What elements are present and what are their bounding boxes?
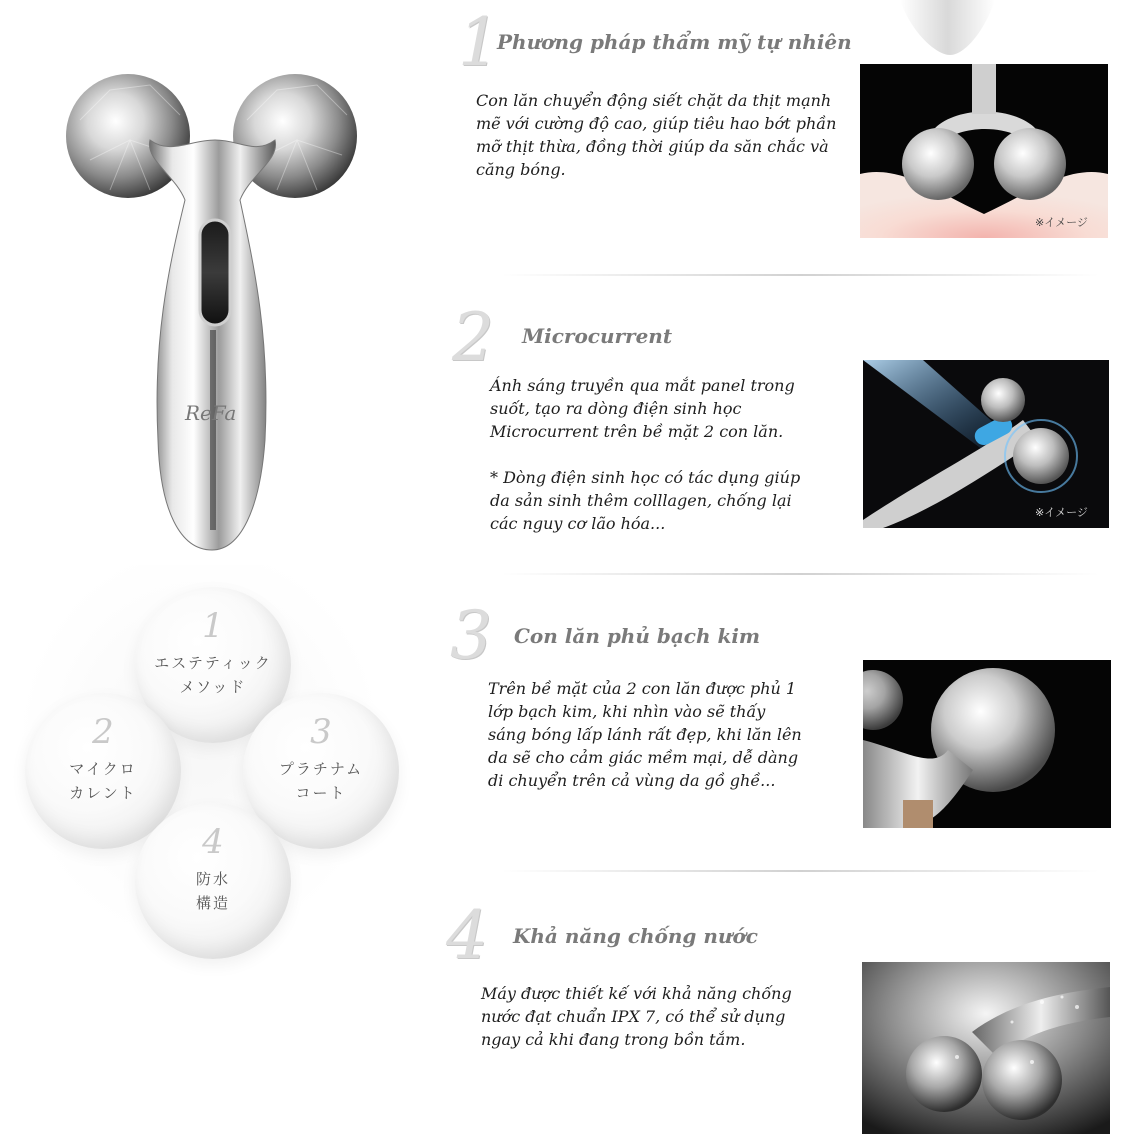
feature-photo-4 <box>862 962 1110 1134</box>
feature-photo-2 <box>863 360 1109 528</box>
feature-number: 2 <box>452 299 494 376</box>
bubble-number: 3 <box>310 712 332 752</box>
bubble-label: マイクロ カレント <box>69 760 137 802</box>
solar-panel <box>200 220 230 325</box>
bubble-label: エステティック メソッド <box>154 654 272 696</box>
image-caption: ※イメージ <box>1035 506 1088 519</box>
feature-title: Microcurrent <box>522 324 673 348</box>
section-divider <box>500 870 1100 872</box>
section-divider <box>500 274 1100 276</box>
feature-title: Con lăn phủ bạch kim <box>514 624 761 648</box>
bubble-4 <box>135 803 291 959</box>
product-logo: ReFa <box>185 401 237 425</box>
feature-photo-3 <box>863 660 1111 828</box>
feature-number: 1 <box>458 4 500 81</box>
bubble-number: 2 <box>92 712 114 752</box>
section-divider <box>500 573 1100 575</box>
feature-number: 3 <box>450 597 492 674</box>
feature-title: Phương pháp thẩm mỹ tự nhiên <box>497 30 852 54</box>
bubble-label: 防水 構造 <box>195 870 230 912</box>
feature-description: Trên bề mặt của 2 con lăn được phủ 1 lớp bạch kim, khi nhìn vào sẽ thấy sáng bóng lấp lánh rất đẹp, khi lăn lên da sẽ cho cảm giác mềm mại, dễ dàng di chuyển trên cả vùng da gồ ghề... <box>488 679 802 790</box>
feature-title: Khả năng chống nước <box>513 924 758 948</box>
image-caption: ※イメージ <box>1035 216 1088 229</box>
feature-number: 4 <box>446 897 488 974</box>
feature-description: Ánh sáng truyền qua mắt panel trong suốt, tạo ra dòng điện sinh học Microcurrent trên bề mặt 2 con lăn. * Dòng điện sinh học có tác dụng giúp da sản sinh thêm colllagen, chống lại các nguy cơ lão hóa... <box>490 376 801 533</box>
bubble-number: 1 <box>202 606 224 646</box>
product-roller-image <box>40 40 400 560</box>
feature-photo-1 <box>860 64 1108 238</box>
feature-description: Con lăn chuyển động siết chặt da thịt mạnh mẽ với cường độ cao, giúp tiêu hao bớt phần mỡ thịt thừa, đồng thời giúp da săn chắc và căng bóng. <box>476 91 837 179</box>
bubble-label: プラチナム コート <box>278 760 364 802</box>
bubble-number: 4 <box>202 822 224 862</box>
feature-description: Máy được thiết kế với khả năng chống nước đạt chuẩn IPX 7, có thể sử dụng ngay cả khi đang trong bồn tắm. <box>481 984 792 1049</box>
feature-bubbles <box>0 565 400 965</box>
top-decoration <box>890 0 1000 55</box>
